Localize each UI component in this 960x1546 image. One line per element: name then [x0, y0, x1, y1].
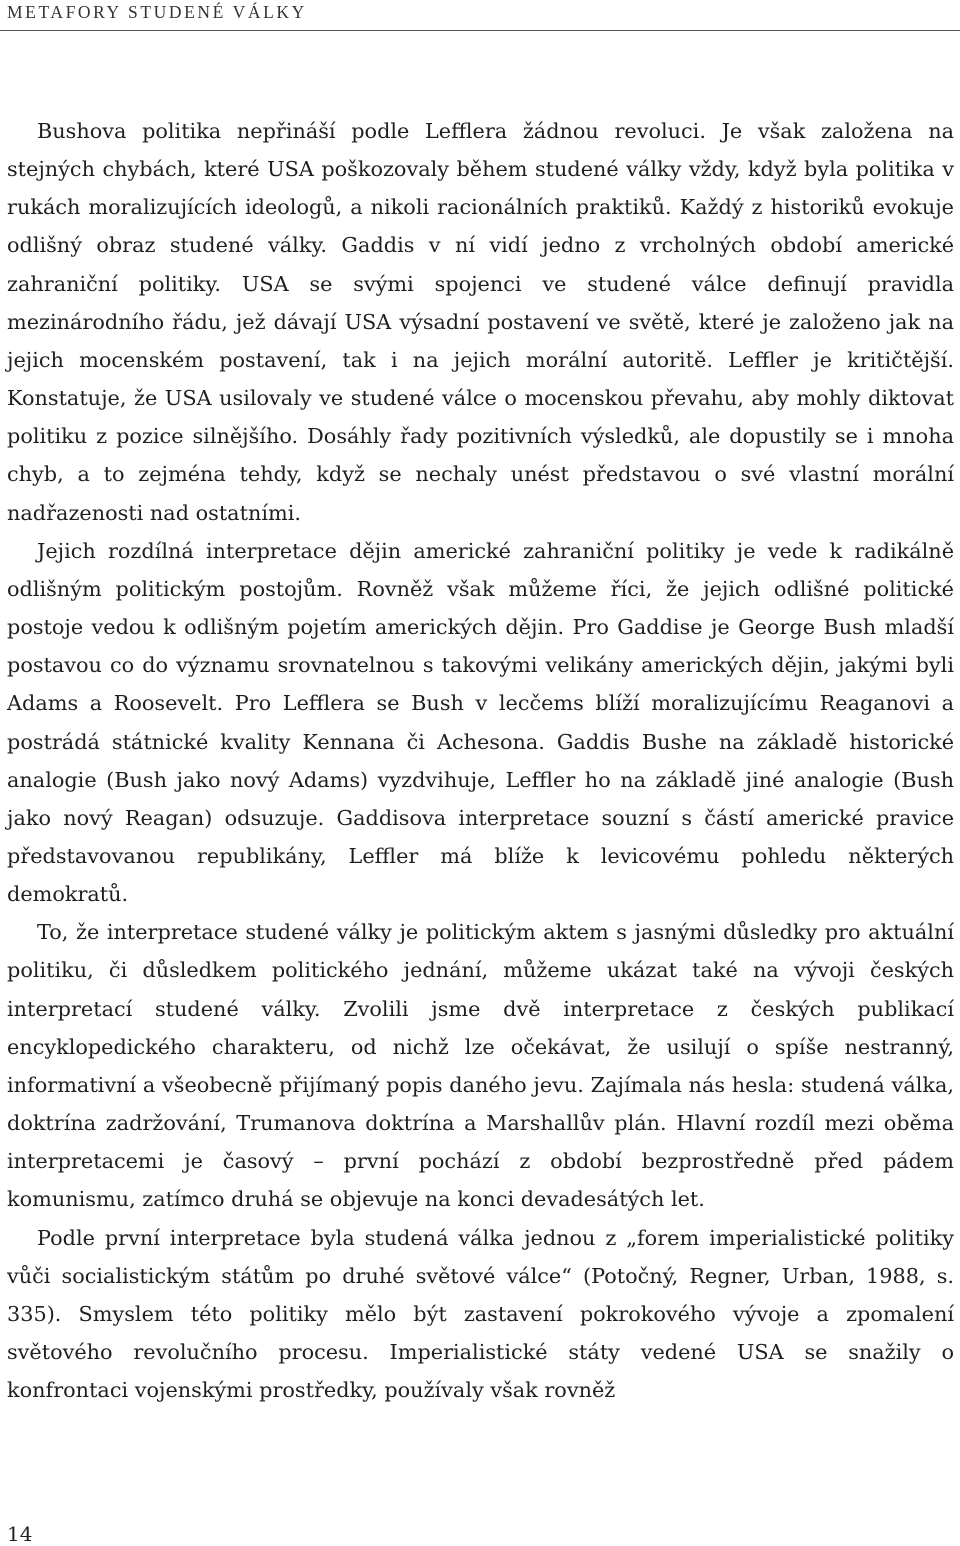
header-rule — [0, 30, 960, 31]
page-number: 14 — [7, 1522, 33, 1546]
paragraph: Bushova politika nepřináší podle Lefflera žádnou revoluci. Je však založena na stejných chybách, které USA poškozovaly během studené války vždy, když byla politika v rukách moralizujících ideologů, a nikoli racionálních praktiků. Každý z historiků evokuje odlišný obraz studené války. Gaddis v ní vidí jedno z vrcholných období americké zahraniční politiky. USA se svými spojenci ve studené válce definují pravidla mezinárodního řádu, jež dávají USA výsadní postavení ve světě, které je založeno jak na jejich mocenském postavení, tak i na jejich morální autoritě. Leffler je kritičtější. Konstatuje, že USA usilovaly ve studené válce o mocenskou převahu, aby mohly diktovat politiku z pozice silnějšího. Dosáhly řady pozitivních výsledků, ale dopustily se i mnoha chyb, a to zejména tehdy, když se nechaly unést představou o své vlastní morální nadřazenosti nad ostatními. — [7, 119, 954, 525]
paragraph: Jejich rozdílná interpretace dějin americké zahraniční politiky je vede k radikálně odlišným politickým postojům. Rovněž však můžeme říci, že jejich odlišné politické postoje vedou k odlišným pojetím amerických dějin. Pro Gaddise je George Bush mladší postavou co do významu srovnatelnou s takovými velikány amerických dějin, jakými byli Adams a Roosevelt. Pro Lefflera se Bush v lecčems blíží moralizujícímu Reaganovi a postrádá státnické kvality Kennana či Achesona. Gaddis Bushe na základě historické analogie (Bush jako nový Adams) vyzdvihuje, Leffler ho na základě jiné analogie (Bush jako nový Reagan) odsuzuje. Gaddisova interpretace souzní s částí americké pravice představovanou republikány, Leffler má blíže k levicovému pohledu některých demokratů. — [7, 538, 954, 907]
paragraph: To, že interpretace studené války je politickým aktem s jasnými důsledky pro aktuální politiku, či důsledkem politického jednání, můžeme ukázat také na vývoji českých interpretací studené války. Zvolili jsme dvě interpretace z českých publikací encyklopedického charakteru, od nichž lze očekávat, že usilují o spíše nestranný, informativní a všeobecně přijímaný popis daného jevu. Zajímala nás hesla: studená válka, doktrína zadržování, Trumanova doktrína a Marshallův plán. Hlavní rozdíl mezi oběma interpretacemi je časový – první pochází z období bezprostředně před pádem komunismu, zatímco druhá se objevuje na konci devadesátých let. — [7, 920, 954, 1212]
paragraph: Podle první interpretace byla studená válka jednou z „forem imperialistické politiky vůči socialistickým státům po druhé světové válce“ (Potočný, Regner, Urban, 1988, s. 335). Smyslem této politiky mělo být zastavení pokrokového vývoje a zpomalení světového revolučního procesu. Imperialistické státy vedené USA se snažily o konfrontaci vojenskými prostředky, používaly však rovněž — [7, 1225, 954, 1403]
running-head: METAFORY STUDENÉ VÁLKY — [7, 2, 307, 22]
body-text — [7, 112, 954, 1409]
